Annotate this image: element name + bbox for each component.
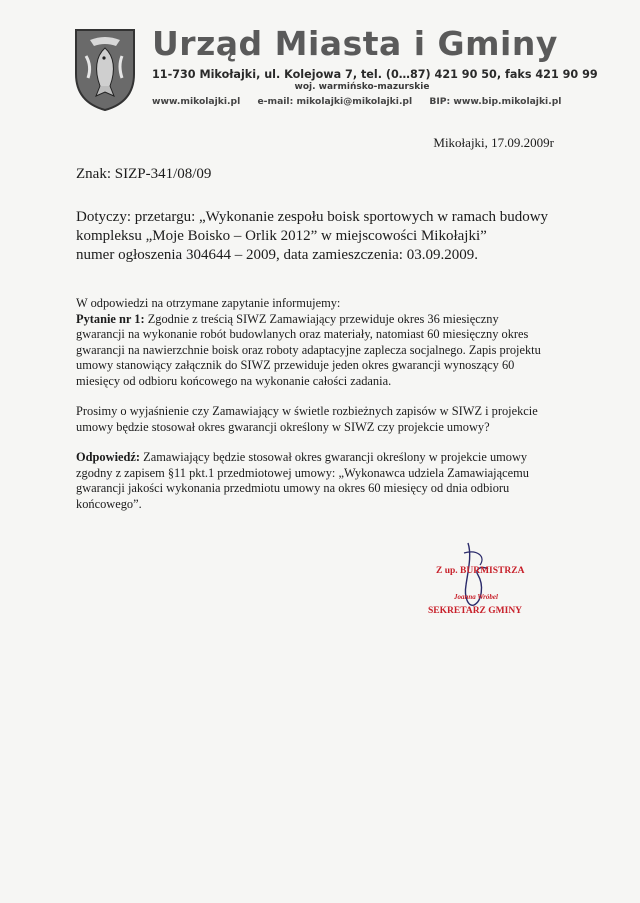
place-and-date: Mikołajki, 17.09.2009r bbox=[433, 135, 554, 150]
office-contacts bbox=[152, 96, 572, 107]
question-label: Pytanie nr 1: bbox=[76, 311, 145, 326]
website-link[interactable]: www.mikolajki.pl bbox=[152, 96, 241, 107]
question-line: umowy stanowiący załącznik do SIWZ przewiduje jeden okres gwarancji wynoszący 60 bbox=[76, 358, 515, 372]
answer-line: zgodny z zapisem §11 pkt.1 przedmiotowej umowy: „Wykonawca udziela Zamawiającemu bbox=[76, 465, 529, 480]
answer-label: Odpowiedź: bbox=[76, 450, 141, 464]
subject-line: numer ogłoszenia 304644 – 2009, data zamieszczenia: 03.09.2009. bbox=[76, 247, 478, 263]
stamp-line: SEKRETARZ GMINY bbox=[428, 606, 523, 616]
stamp-line: Joanna Wróbel bbox=[454, 593, 498, 601]
coat-of-arms-icon bbox=[72, 26, 138, 112]
answer-line: Odpowiedź: Zamawiający będzie stosował okres gwarancji określony w projekcie umowy bbox=[76, 450, 528, 464]
bip-link[interactable]: BIP: www.bip.mikolajki.pl bbox=[429, 96, 562, 107]
letter-body bbox=[76, 296, 576, 512]
office-address: 11-730 Mikołajki, ul. Kolejowa 7, tel. (0…87) 421 90 50, faks 421 90 99 bbox=[152, 68, 598, 81]
reference-number: Znak: SIZP-341/08/09 bbox=[76, 166, 212, 182]
office-name: Urząd Miasta i Gminy bbox=[152, 24, 558, 63]
question-line: gwarancji na nawierzchnie boisk oraz roboty adaptacyjne zaplecza socjalnego. Zapis projektu bbox=[76, 342, 541, 357]
subject-block bbox=[76, 208, 566, 265]
office-region: woj. warmińsko-mazurskie bbox=[294, 82, 430, 92]
request-line: Prosimy o wyjaśnienie czy Zamawiający w świetle rozbieżnych zapisów w SIWZ i projekcie bbox=[76, 404, 538, 418]
subject-line: kompleksu „Moje Boisko – Orlik 2012” w miejscowości Mikołajki” bbox=[76, 228, 487, 244]
question-line: gwarancji na wykonanie robót budowlanych oraz materiały, natomiast 60 miesięczny okres bbox=[76, 327, 529, 341]
request-line: umowy będzie stosował okres gwarancji określony w SIWZ czy projekcie umowy? bbox=[76, 419, 490, 434]
stamp-line: Z up. BURMISTRZA bbox=[436, 566, 525, 576]
answer-line: końcowego”. bbox=[76, 496, 142, 511]
subject-line: Dotyczy: przetargu: „Wykonanie zespołu boisk sportowych w ramach budowy bbox=[76, 209, 549, 225]
email-link[interactable]: e-mail: mikolajki@mikolajki.pl bbox=[257, 96, 413, 107]
official-stamp bbox=[420, 566, 560, 628]
question-line: miesięcy od odbioru końcowego na wykonanie całości zadania. bbox=[76, 373, 392, 388]
question-line: Pytanie nr 1: Zgodnie z treścią SIWZ Zamawiający przewiduje okres 36 miesięczny bbox=[76, 311, 499, 326]
intro-text: W odpowiedzi na otrzymane zapytanie informujemy: bbox=[76, 296, 341, 310]
answer-line: gwarancji jakości wykonania przedmiotu umowy na okres 60 miesięcy od dnia odbioru bbox=[76, 481, 510, 495]
